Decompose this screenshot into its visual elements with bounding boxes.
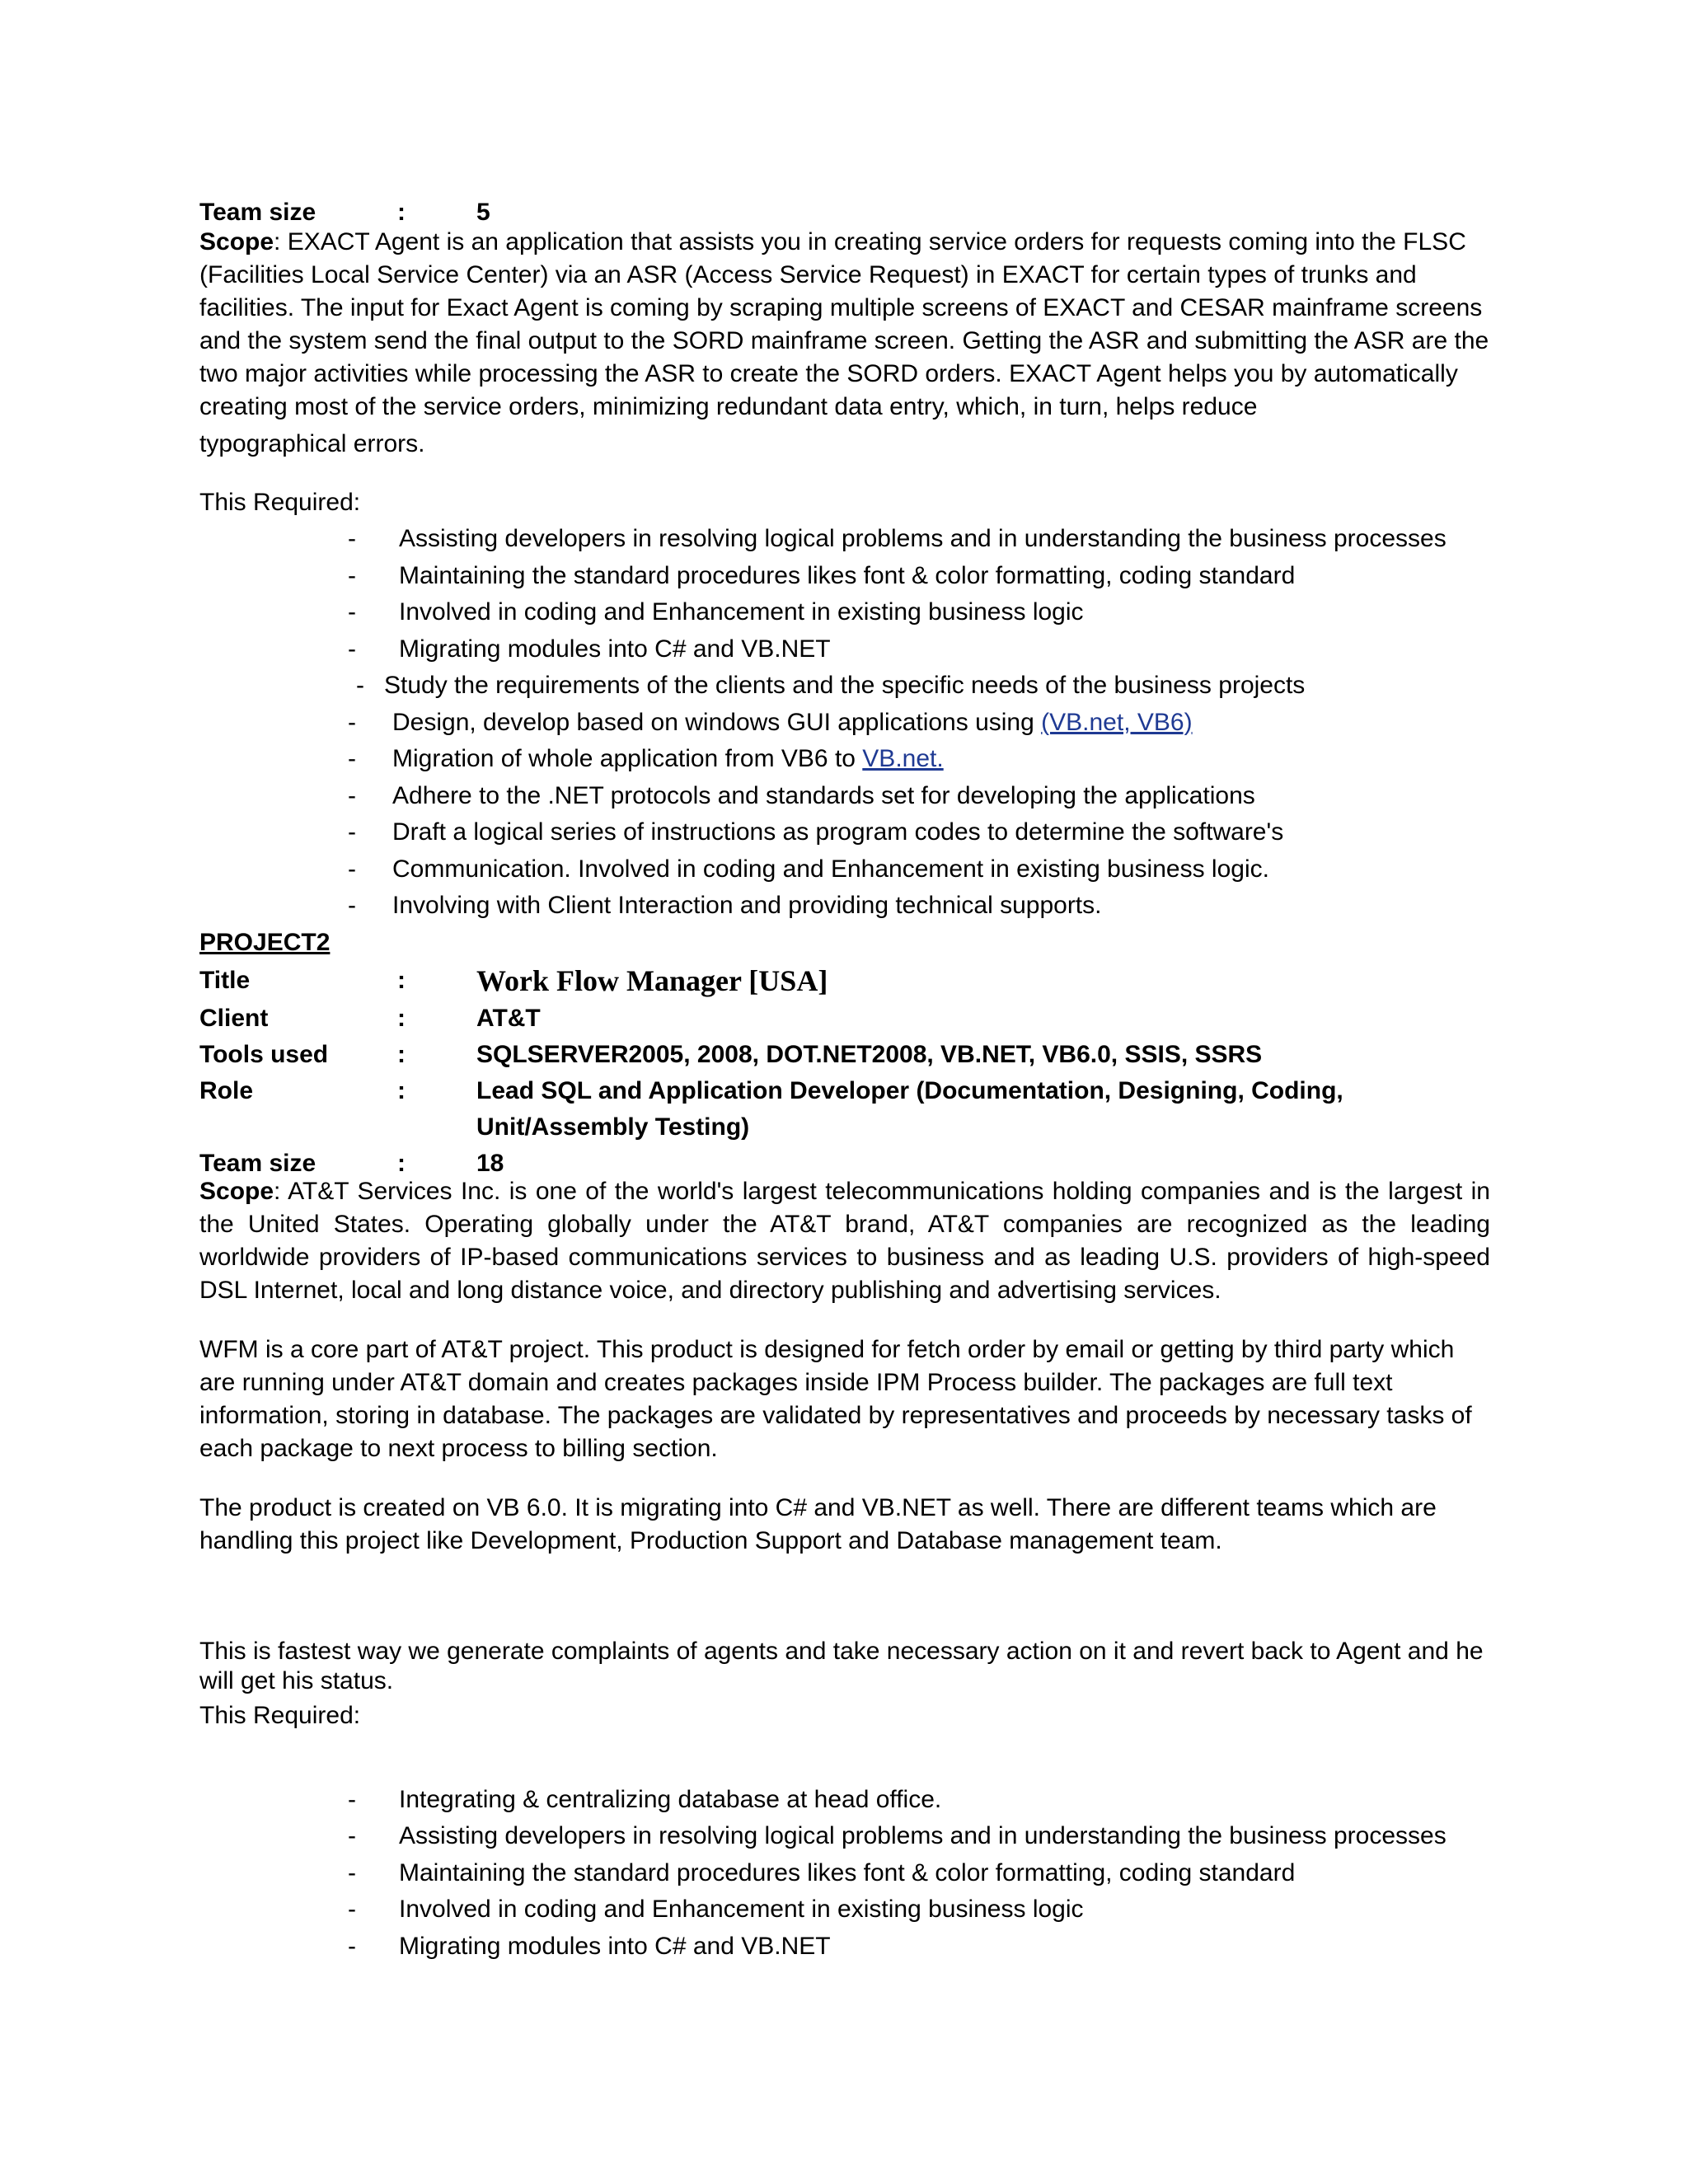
list-item: - Study the requirements of the clients and the specific needs of the business projects [356, 672, 1306, 699]
field-colon: : [397, 1149, 406, 1177]
field-value: Lead SQL and Application Developer (Documentation, Designing, Coding, [476, 1076, 1343, 1104]
list-item: - Maintaining the standard procedures likes font & color formatting, coding standard [348, 561, 1296, 589]
vbnet-link[interactable]: VB.net. [862, 745, 944, 772]
list-item: - Integrating & centralizing database at head office. [348, 1785, 942, 1813]
field-colon: : [397, 1004, 406, 1032]
team-size-row [199, 196, 1490, 229]
field-label: Team size [199, 199, 316, 226]
field-value: 5 [476, 199, 490, 226]
scope-label: Scope [199, 228, 274, 255]
role-row-cont [199, 1109, 1490, 1146]
project2-heading: PROJECT2 [199, 928, 331, 956]
field-value: Unit/Assembly Testing) [476, 1113, 750, 1141]
field-colon: : [397, 966, 406, 994]
field-label: Title [199, 966, 251, 994]
client-row [199, 1001, 1490, 1037]
list-item: - Maintaining the standard procedures likes font & color formatting, coding standard [348, 1858, 1296, 1886]
list-item: - Draft a logical series of instructions as program codes to determine the software's [348, 818, 1284, 846]
field-value: 18 [476, 1149, 504, 1177]
list-item: - Migrating modules into C# and VB.NET [348, 1932, 831, 1960]
list-item: - Communication. Involved in coding and Enhancement in existing business logic. [348, 855, 1269, 883]
product-paragraph: The product is created on VB 6.0. It is migrating into C# and VB.NET as well. There are different teams which are handling this project like Development, Production Support and Database management team. [199, 1493, 1437, 1554]
required-list-1 [199, 521, 1490, 668]
field-label: Team size [199, 1149, 316, 1177]
resume-page [199, 196, 1490, 1965]
field-label: Client [199, 1004, 269, 1032]
wfm-paragraph: WFM is a core part of AT&T project. This product is designed for fetch order by email or getting by third party which are running under AT&T domain and creates packages inside IPM Process builder. The packages are full text information, storing in database. The packages are validated by representatives and proceeds by necessary tasks of each package to next process to billing section. [199, 1335, 1472, 1462]
scope-text: : AT&T Services Inc. is one of the world's largest telecommunications holding companies and is the largest in the United States. Operating globally under the AT&T brand, AT&T companies are recognized as the leading worldwide providers of IP-based communications services to business and as leading U.S. providers of high-speed DSL Internet, local and long distance voice, and directory publishing and advertising services. [199, 1177, 1490, 1304]
scope-paragraph-2 [199, 1175, 1490, 1307]
field-colon: : [397, 199, 406, 226]
field-label: Role [199, 1076, 254, 1104]
required-list-3 [199, 1782, 1490, 1966]
tools-row [199, 1037, 1490, 1073]
fastest-paragraph: This is fastest way we generate complaints of agents and take necessary action on it and revert back to Agent and he will get his status. [199, 1637, 1484, 1694]
scope-text: : EXACT Agent is an application that assists you in creating service orders for requests coming into the FLSC (Facilities Local Service Center) via an ASR (Access Service Request) in EXACT for certain types of trunks and facilities. The input for Exact Agent is coming by scraping multiple screens of EXACT and CESAR mainframe screens and the system send the final output to the SORD mainframe screen. Getting the ASR and submitting the ASR are the two major activities while processing the ASR to create the SORD orders. EXACT Agent helps you by automatically creating most of the service orders, minimizing redundant data entry, which, in turn, helps reduce [199, 228, 1489, 420]
list-item: - Involved in coding and Enhancement in existing business logic [348, 1896, 1084, 1923]
field-value: AT&T [476, 1004, 541, 1032]
this-required-label-2: This Required: [199, 1701, 361, 1729]
list-item: - Migration of whole application from VB6 to VB.net. [348, 745, 944, 772]
field-label [199, 1109, 397, 1146]
list-item: - Assisting developers in resolving logical problems and in understanding the business processes [348, 1822, 1447, 1849]
this-required-label: This Required: [199, 489, 361, 516]
project-title: Work Flow Manager [USA] [476, 963, 828, 997]
field-label: Tools used [199, 1040, 329, 1068]
scope-paragraph [199, 226, 1490, 424]
field-colon: : [397, 1076, 406, 1104]
list-item: - Involving with Client Interaction and providing technical supports. [348, 892, 1102, 919]
title-row [199, 961, 1490, 1001]
field-colon: : [397, 1040, 406, 1068]
role-row [199, 1073, 1490, 1109]
list-item: - Adhere to the .NET protocols and standards set for developing the applications [348, 781, 1255, 809]
field-value: SQLSERVER2005, 2008, DOT.NET2008, VB.NET, VB6.0, SSIS, SSRS [476, 1040, 1263, 1068]
list-item: - Migrating modules into C# and VB.NET [348, 635, 831, 663]
list-item: - Involved in coding and Enhancement in existing business logic [348, 598, 1084, 626]
scope-label: Scope [199, 1177, 274, 1205]
list-item: - Design, develop based on windows GUI applications using (VB.net, VB6) [348, 708, 1193, 736]
vbnet-vb6-link[interactable]: (VB.net, VB6) [1041, 708, 1193, 736]
list-item: - Assisting developers in resolving logical problems and in understanding the business processes [348, 525, 1447, 552]
scope-tail: typographical errors. [199, 430, 425, 457]
required-list-2 [199, 668, 1490, 925]
